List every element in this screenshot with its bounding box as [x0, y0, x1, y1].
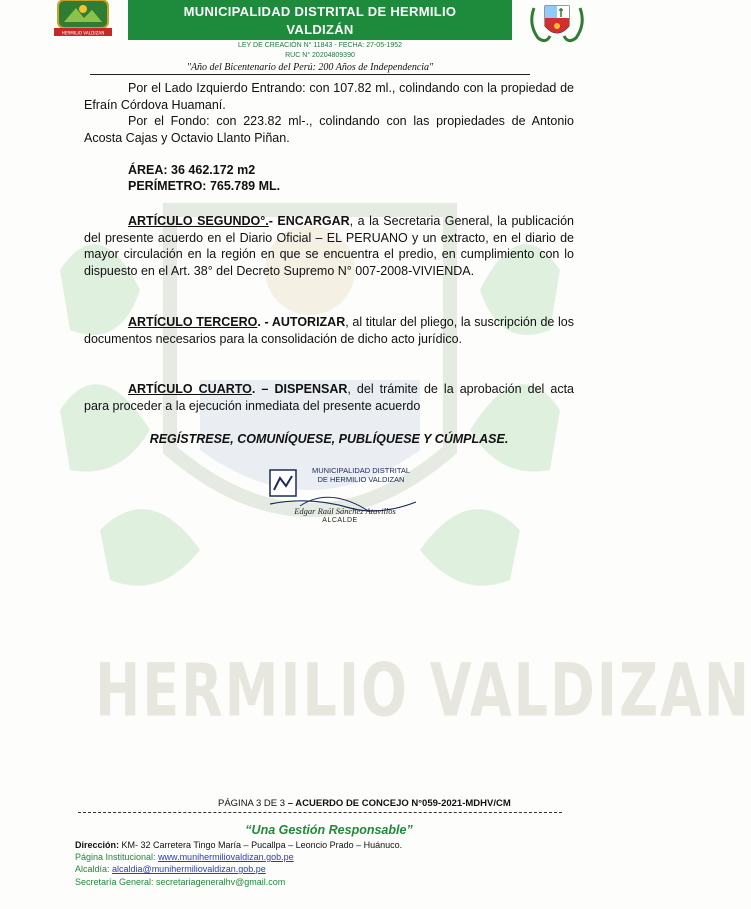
signatory-name: Edgar Raúl Sánchez Atavillos — [294, 506, 396, 516]
peru-coat-of-arms-icon — [528, 0, 586, 46]
secretary-email-link[interactable]: secretariageneralhv@gmail.com — [156, 877, 286, 887]
header-banner — [128, 0, 512, 40]
article-third-title: ARTÍCULO TERCERO — [128, 315, 258, 329]
article-fourth-text: , del trámite de la aprobación del acta para proceder a la ejecución inmediata del presente acuerdo — [84, 382, 574, 413]
article-third — [84, 314, 574, 347]
article-fourth — [84, 381, 574, 414]
area-value: ÁREA: 36 462.172 m2 — [128, 163, 256, 177]
slogan: “Una Gestión Responsable” — [245, 823, 413, 837]
municipal-logo-icon — [48, 0, 118, 38]
article-second-title: ARTÍCULO SEGUNDO°. — [128, 214, 269, 228]
article-fourth-title: ARTÍCULO CUARTO — [128, 382, 252, 396]
address-line — [75, 840, 575, 850]
header-divider — [90, 74, 530, 75]
address-value: KM- 32 Carretera Tingo María – Pucallpa – Leoncio Prado – Huánuco. — [121, 840, 403, 850]
left-side-boundary: Por el Lado Izquierdo Entrando: con 107.82 ml., colindando con la propiedad de Efraín Córdova Huamaní. — [84, 81, 574, 112]
closing-formula: REGÍSTRESE, COMUNÍQUESE, PUBLÍQUESE Y CÚMPLASE. — [149, 432, 509, 446]
page-info — [218, 798, 511, 809]
year-motto: "Año del Bicentenario del Perú: 200 Años de Independencia" — [186, 62, 434, 73]
ruc-number: RUC N° 20204809390 — [285, 52, 355, 59]
page-number: PÁGINA 3 DE 3 — [218, 798, 286, 809]
back-boundary: Por el Fondo: con 223.82 ml-., colindando con las propiedades de Antonio Acosta Cajas y Octavio Llanto Piñan. — [84, 114, 574, 145]
agreement-reference: – ACUERDO DE CONCEJO N°059-2021-MDHV/CM — [285, 798, 511, 809]
mayor-email-label: Alcaldía: — [75, 864, 113, 874]
secretary-email-line — [75, 877, 575, 887]
header-title-line1: MUNICIPALIDAD DISTRITAL DE HERMILIO — [183, 4, 457, 19]
header-title-line2: VALDIZÁN — [286, 22, 354, 37]
boundaries-paragraph — [84, 80, 574, 146]
watermark-text: HERMILIO VALDIZAN — [95, 648, 751, 734]
creation-law: LEY DE CREACIÓN N° 11843 - FECHA: 27-05-1952 — [238, 42, 402, 49]
website-label: Página Institucional: — [75, 852, 159, 862]
logo-caption: HERMILIO VALDIZAN — [61, 30, 105, 36]
footer-divider — [78, 812, 562, 813]
article-third-verb: . - AUTORIZAR — [257, 315, 346, 329]
article-second-text: , a la Secretaria General, la publicación del presente acuerdo en el Diario Oficial – EL PERUANO y un extracto, en el diario de mayor circulación en la región en que se encuentra el predio, en cumplimiento con lo dispuesto en el Art. 38° del Decreto Supremo N° 007-2008-VIVIENDA. — [84, 214, 574, 278]
seal-organization: MUNICIPALIDAD DISTRITAL DE HERMILIO VALDIZAN — [311, 466, 411, 484]
mayor-email-line — [75, 864, 575, 874]
article-second — [84, 213, 574, 279]
mayor-email-link[interactable]: alcaldia@munihermiliovaldizan.gob.pe — [112, 864, 266, 874]
secretary-email-label: Secretaría General: — [75, 877, 157, 887]
article-third-text: , al titular del pliego, la suscripción de los documentos necesarios para la consolidación de dicho acto jurídico. — [84, 315, 574, 346]
website-link[interactable]: www.munihermiliovaldizan.gob.pe — [158, 852, 294, 862]
article-second-verb: - ENCARGAR — [268, 214, 350, 228]
perimeter-value: PERÍMETRO: 765.789 ML. — [128, 179, 281, 193]
signatory-role: ALCALDE — [322, 517, 358, 524]
address-label: Dirección: — [75, 840, 122, 850]
website-line — [75, 852, 575, 862]
article-fourth-verb: . – DISPENSAR — [251, 382, 348, 396]
